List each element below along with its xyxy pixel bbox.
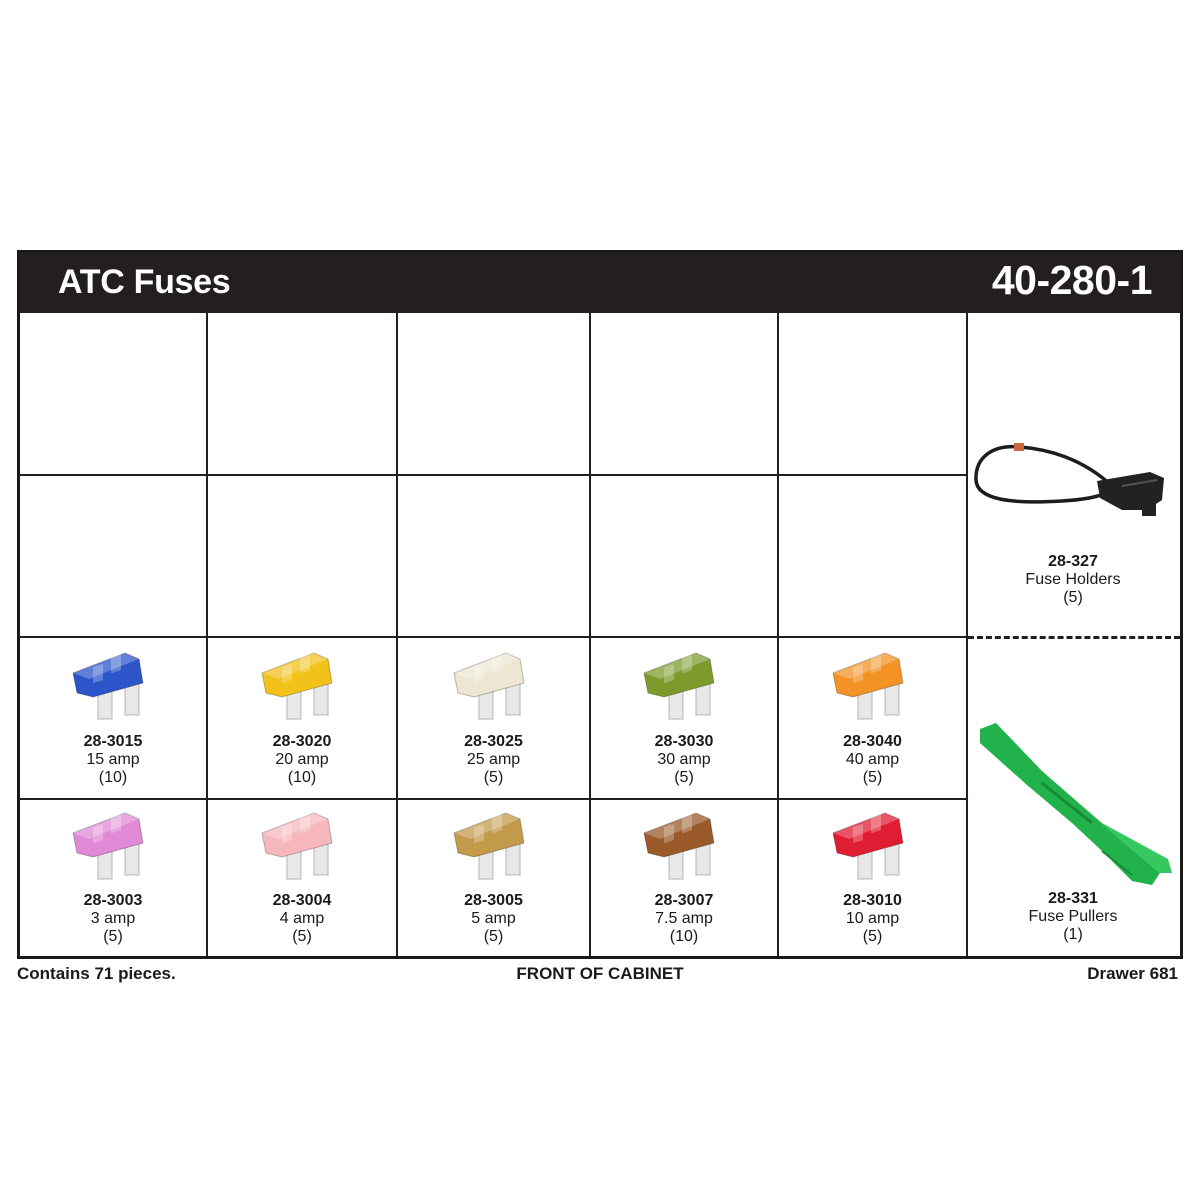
fuse-label	[779, 892, 966, 946]
part-number: 28-327	[1048, 553, 1098, 570]
grid-line	[20, 636, 968, 638]
fuse-image	[634, 645, 734, 725]
grid-line	[20, 474, 968, 476]
fuse-label	[591, 733, 777, 787]
part-number: 28-3010	[843, 892, 902, 909]
part-number: 28-3004	[272, 892, 332, 909]
fuse-holder-image	[972, 438, 1182, 538]
fuse-quantity: (5)	[862, 928, 883, 945]
cabinet-orientation: FRONT OF CABINET	[516, 964, 684, 983]
part-number: 28-3007	[654, 892, 714, 909]
fuse-label	[591, 892, 777, 946]
fuse-image	[63, 805, 163, 885]
part-number: 28-3030	[654, 733, 714, 750]
fuse-rating: 40 amp	[845, 751, 900, 768]
fuse-image	[63, 645, 163, 725]
fuse-holder-label	[968, 553, 1178, 607]
fuse-quantity: (5)	[103, 928, 123, 945]
fuse-image	[634, 805, 734, 885]
fuse-rating: 25 amp	[466, 751, 521, 768]
fuse-label	[208, 892, 396, 946]
fuse-quantity: (5)	[674, 769, 694, 786]
grid-line	[966, 313, 968, 956]
fuse-quantity: (10)	[669, 928, 699, 945]
grid-line	[20, 798, 968, 800]
item-quantity: (5)	[1063, 589, 1083, 606]
header-bar	[20, 253, 1180, 313]
drawer-label-card	[17, 250, 1183, 959]
fuse-rating: 7.5 amp	[655, 910, 713, 927]
fuse-label	[20, 892, 206, 946]
dashed-divider	[968, 636, 1180, 639]
fuse-rating: 15 amp	[86, 751, 140, 768]
fuse-image	[823, 805, 923, 885]
item-name: Fuse Pullers	[1028, 908, 1118, 925]
fuse-label	[20, 733, 206, 787]
grid-line	[777, 313, 779, 956]
fuse-quantity: (10)	[98, 769, 128, 786]
fuse-rating: 4 amp	[279, 910, 325, 927]
fuse-label	[779, 733, 966, 787]
piece-count: Contains 71 pieces.	[17, 964, 176, 983]
fuse-image	[444, 645, 544, 725]
fuse-label	[398, 733, 589, 787]
fuse-image	[444, 805, 544, 885]
fuse-quantity: (5)	[483, 928, 504, 945]
grid-line	[396, 313, 398, 956]
fuse-image	[252, 805, 352, 885]
fuse-image	[823, 645, 923, 725]
fuse-rating: 5 amp	[471, 910, 516, 927]
fuse-rating: 10 amp	[845, 910, 900, 927]
part-number: 28-3020	[272, 733, 332, 750]
part-number: 28-3025	[464, 733, 523, 750]
part-number: 28-3015	[83, 733, 143, 750]
fuse-puller-image	[972, 723, 1182, 893]
fuse-quantity: (5)	[483, 769, 504, 786]
drawer-number: Drawer 681	[1087, 964, 1178, 983]
part-number: 28-3003	[83, 892, 143, 909]
fuse-rating: 20 amp	[275, 751, 329, 768]
fuse-quantity: (5)	[292, 928, 312, 945]
fuse-quantity: (5)	[862, 769, 883, 786]
fuse-image	[252, 645, 352, 725]
fuse-rating: 3 amp	[90, 910, 136, 927]
item-name: Fuse Holders	[1025, 571, 1121, 588]
grid-line	[589, 313, 591, 956]
grid-line	[206, 313, 208, 956]
item-quantity: (1)	[1063, 926, 1083, 943]
fuse-puller-label	[968, 890, 1178, 944]
fuse-label	[208, 733, 396, 787]
page-title: ATC Fuses	[58, 263, 231, 301]
part-number: 28-3040	[843, 733, 902, 750]
fuse-label	[398, 892, 589, 946]
kit-number: 40-280-1	[991, 257, 1152, 303]
part-number: 28-3005	[464, 892, 523, 909]
part-number: 28-331	[1048, 890, 1098, 907]
fuse-rating: 30 amp	[657, 751, 711, 768]
fuse-quantity: (10)	[287, 769, 317, 786]
